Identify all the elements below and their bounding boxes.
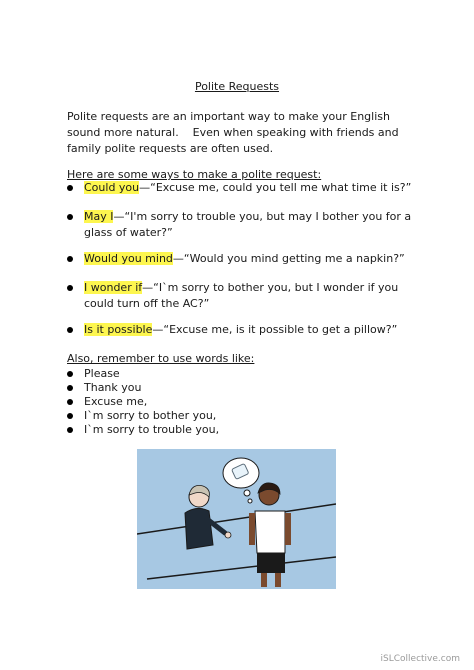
bullet-icon	[67, 399, 73, 405]
request-item	[67, 322, 417, 338]
request-item	[67, 280, 417, 312]
ways-heading: Here are some ways to make a polite request:	[67, 168, 322, 181]
request-phrase: I wonder if	[84, 281, 143, 294]
bullet-icon	[67, 427, 73, 433]
word-text: I`m sorry to trouble you,	[84, 423, 220, 436]
request-phrase: Is it possible	[84, 323, 153, 336]
request-example: —“Excuse me, is it possible to get a pillow?”	[152, 323, 398, 336]
request-item	[67, 209, 417, 241]
request-phrase: May I	[84, 210, 114, 223]
word-item	[67, 367, 120, 381]
request-example: —“I'm sorry to trouble you, but may I bother you for a glass of water?”	[84, 210, 412, 239]
bullet-icon	[67, 327, 73, 333]
words-heading: Also, remember to use words like:	[67, 352, 255, 365]
request-example: —“Excuse me, could you tell me what time it is?”	[139, 181, 412, 194]
request-phrase: Would you mind	[84, 252, 173, 265]
request-phrase: Could you	[84, 181, 140, 194]
bullet-icon	[67, 285, 73, 291]
watermark: iSLCollective.com	[380, 654, 460, 664]
request-item	[67, 180, 417, 196]
request-example: —“Would you mind getting me a napkin?”	[172, 252, 405, 265]
word-item	[67, 381, 141, 395]
bullet-icon	[67, 413, 73, 419]
bullet-icon	[67, 385, 73, 391]
word-text: Please	[84, 367, 120, 380]
word-text: I`m sorry to bother you,	[84, 409, 217, 422]
word-item	[67, 423, 219, 437]
bullet-icon	[67, 214, 73, 220]
bullet-icon	[67, 256, 73, 262]
request-item	[67, 251, 417, 267]
conversation-illustration	[137, 449, 336, 589]
bullet-icon	[67, 185, 73, 191]
word-item	[67, 409, 216, 423]
word-text: Thank you	[84, 381, 142, 394]
intro-paragraph: Polite requests are an important way to make your English sound more natural. Even when speaking with friends and family polite requests are often used.	[67, 110, 399, 155]
word-item	[67, 395, 147, 409]
request-example: —“I`m sorry to bother you, but I wonder if you could turn off the AC?”	[84, 281, 399, 310]
page-title: Polite Requests	[194, 80, 280, 93]
bullet-icon	[67, 371, 73, 377]
word-text: Excuse me,	[84, 395, 148, 408]
